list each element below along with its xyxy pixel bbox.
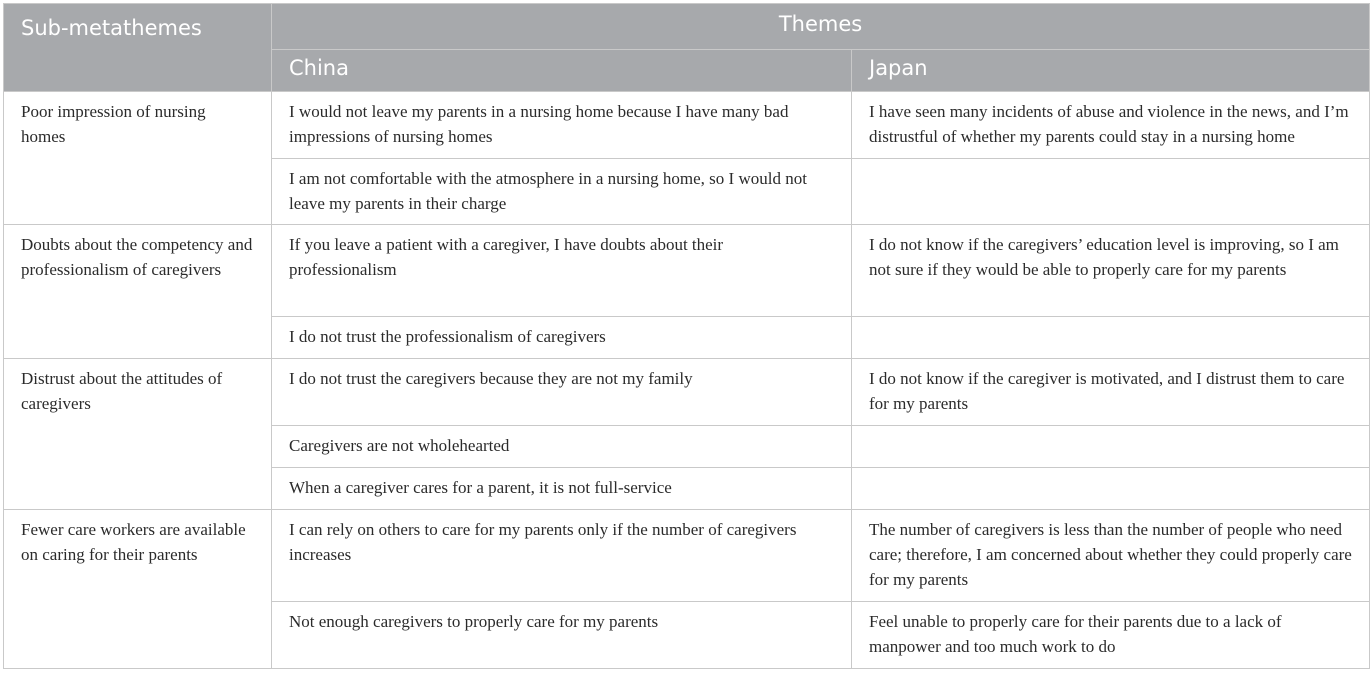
china-theme-cell: I do not trust the professionalism of caregivers (272, 317, 852, 359)
header-row (4, 4, 1370, 50)
header-japan: Japan (852, 50, 1370, 92)
themes-table (3, 3, 1370, 669)
sub-metatheme-cell: Poor impression of nursing homes (4, 92, 272, 225)
china-theme-cell: If you leave a patient with a caregiver, I have doubts about their professionalism (272, 225, 852, 317)
sub-metatheme-cell: Fewer care workers are available on caring for their parents (4, 510, 272, 669)
header-china: China (272, 50, 852, 92)
china-theme-cell: When a caregiver cares for a parent, it is not full-service (272, 468, 852, 510)
japan-theme-cell (852, 317, 1370, 359)
table-row (4, 359, 1370, 426)
sub-metatheme-cell: Doubts about the competency and professionalism of caregivers (4, 225, 272, 359)
japan-theme-cell (852, 426, 1370, 468)
china-theme-cell: I am not comfortable with the atmosphere in a nursing home, so I would not leave my parents in their charge (272, 159, 852, 225)
china-theme-cell: I do not trust the caregivers because they are not my family (272, 359, 852, 426)
china-theme-cell: Not enough caregivers to properly care for my parents (272, 602, 852, 669)
china-theme-cell: I would not leave my parents in a nursing home because I have many bad impressions of nursing homes (272, 92, 852, 159)
japan-theme-cell: I have seen many incidents of abuse and violence in the news, and I’m distrustful of whether my parents could stay in a nursing home (852, 92, 1370, 159)
japan-theme-cell (852, 468, 1370, 510)
table-row (4, 92, 1370, 159)
table-body (4, 92, 1370, 669)
table-row (4, 510, 1370, 602)
japan-theme-cell: The number of caregivers is less than the number of people who need care; therefore, I am concerned about whether they could properly care for my parents (852, 510, 1370, 602)
japan-theme-cell: I do not know if the caregiver is motivated, and I distrust them to care for my parents (852, 359, 1370, 426)
china-theme-cell: I can rely on others to care for my parents only if the number of caregivers increases (272, 510, 852, 602)
china-theme-cell: Caregivers are not wholehearted (272, 426, 852, 468)
sub-metatheme-cell: Distrust about the attitudes of caregivers (4, 359, 272, 510)
table-header (4, 4, 1370, 92)
japan-theme-cell: I do not know if the caregivers’ education level is improving, so I am not sure if they would be able to properly care for my parents (852, 225, 1370, 317)
header-themes: Themes (272, 4, 1370, 50)
table-row (4, 225, 1370, 317)
header-sub-metathemes: Sub-metathemes (4, 4, 272, 92)
japan-theme-cell (852, 159, 1370, 225)
japan-theme-cell: Feel unable to properly care for their parents due to a lack of manpower and too much work to do (852, 602, 1370, 669)
